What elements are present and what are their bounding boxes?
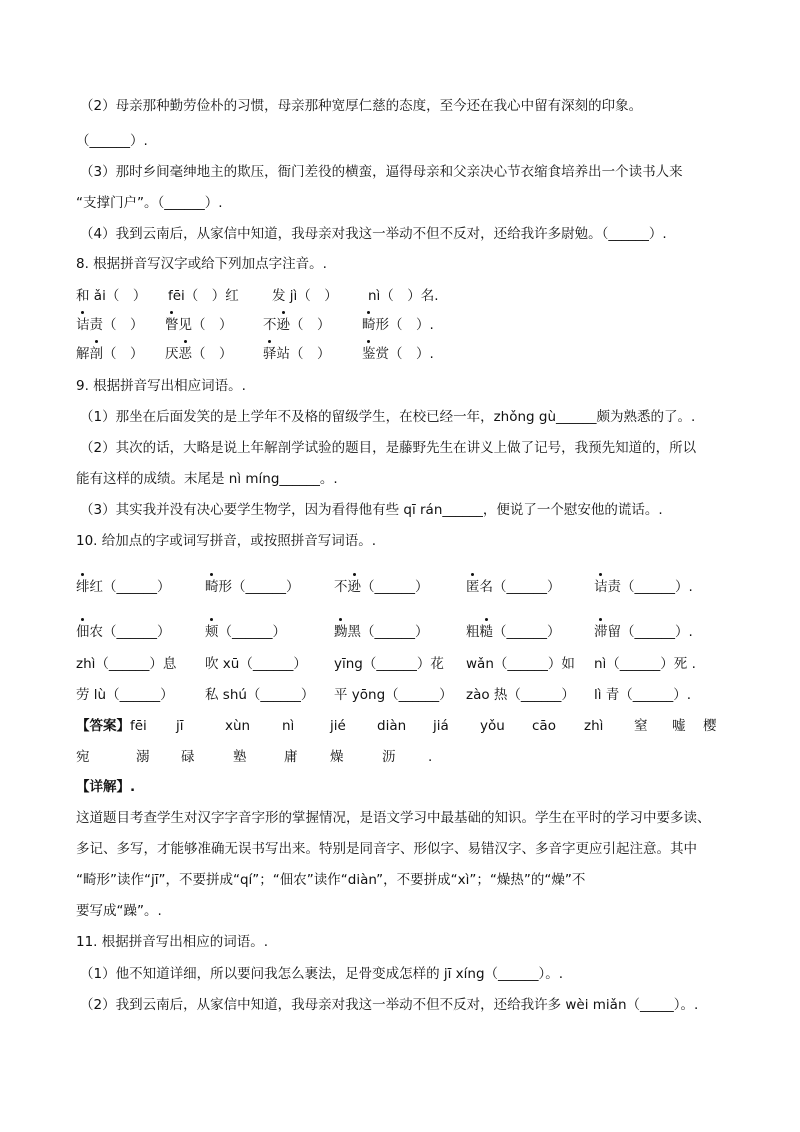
q7-item2: （2）母亲那种勤劳俭朴的习惯，母亲那种宽厚仁慈的态度，至今还在我心中留有深刻的印象。 [80,98,643,114]
q7-item3-cont: “支撑门户”。（______）. [76,195,223,211]
answer-item: nì [282,718,295,734]
answer-item: jié [330,718,346,734]
q10-title: 10. 给加点的字或词写拼音，或按照拼音写词语。. [76,533,377,549]
q8-r3-c4: 鉴赏（ ）. [362,346,434,362]
q8-r3-c1: 解剖（ ） [76,346,144,362]
q8-r2-c1: 诘责（ ） [76,317,144,333]
answer-item: cāo [532,718,556,734]
answer-item: 樱 [703,718,717,734]
q10-r2-c1: 佃农（______） [76,624,171,640]
q10-r4-c3: 平 yōng（______） [334,687,453,703]
q8-r3-c2: 厌恶（ ） [165,346,233,362]
answer-item: 燥 [330,749,344,765]
q7-item4: （4）我到云南后，从家信中知道，我母亲对我这一举动不但不反对，还给我许多尉勉。（______）. [80,226,667,242]
q11-title: 11. 根据拼音写出相应的词语。. [76,934,269,950]
q8-r2-c2: 瞥见（ ） [165,317,233,333]
q9-item1: （1）那坐在后面发笑的是上学年不及格的留级学生，在校已经一年，zhǒng gù______颇为熟悉的了。. [80,409,696,425]
q10-r1-c4: 匿名（______） [466,579,561,595]
answer-item: 窒 [634,718,648,734]
answer-item: jiá [433,718,449,734]
q10-r3-c2: 吹 xū（______） [205,656,307,672]
q8-r1-c3: 发 jì（ ） [272,288,338,304]
q10-r2-c2: 颊（______） [205,624,286,640]
q8-title: 8. 根据拼音写汉字或给下列加点字注音。. [76,256,327,272]
answer-item: zhì [584,718,604,734]
q10-r4-c1: 劳 lù（______） [76,687,174,703]
q11-item2: （2）我到云南后，从家信中知道，我母亲对我这一举动不但不反对，还给我许多 wèi miǎn（_____）。. [80,997,699,1013]
answer-item: diàn [377,718,407,734]
q11-item1: （1）他不知道详细，所以要问我怎么裹法，足骨变成怎样的 jī xíng（______）。. [80,966,564,982]
q7-item3: （3）那时乡间毫绅地主的欺压，衙门差役的横蛮，逼得母亲和父亲决心节衣缩食培养出一个读书人来 [80,164,683,180]
q10-r3-c3: yīng（______）花 [334,656,444,672]
q8-r1-c4: nì（ ）名. [368,288,439,304]
answer-item: 庸 [284,749,298,765]
q10-r4-c4: zào 热（______） [466,687,575,703]
q10-r1-c1: 绯红（______） [76,579,171,595]
q10-r3-c4: wǎn（______）如 [466,656,575,672]
answer-item: 塾 [233,749,247,765]
detail-text: 这道题目考查学生对汉字字音字形的掌握情况，是语文学习中最基础的知识。学生在平时的学习中要多读、 [76,810,711,826]
answer-item: fēi [130,718,147,734]
answer-item: 宛 [76,749,90,765]
q10-r4-c5: lì 青（______）. [594,687,692,703]
answer-item: yǒu [480,718,505,734]
q8-r2-c4: 畸形（ ）. [362,317,434,333]
q8-r1-c2: fēi（ ）红 [168,288,239,304]
detail-text: 多记、多写，才能够准确无误书写出来。特别是同音字、形似字、易错汉字、多音字更应引起注意。其中 [76,841,697,857]
q8-r1-c1: 和 ǎi（ ） [76,288,147,304]
answer-item: 沥 [382,749,396,765]
q10-r3-c1: zhì（______）息 [76,656,177,672]
q9-title: 9. 根据拼音写出相应词语。. [76,378,246,394]
q10-r1-c3: 不逊（______） [334,579,429,595]
answer-item: 嘘 [672,718,686,734]
q10-r1-c2: 畸形（______） [205,579,300,595]
detail-text: 要写成“躁”。. [76,903,162,919]
q10-r2-c5: 滞留（______）. [594,624,693,640]
answer-item: 碌 [181,749,195,765]
answer-item: xùn [225,718,251,734]
q10-r2-c3: 黝黑（______） [334,624,429,640]
q9-item2: （2）其次的话，大略是说上年解剖学试验的题目，是藤野先生在讲义上做了记号，我预先知道的，所以 [80,440,697,456]
detail-label: 【详解】. [76,779,136,795]
answer-label: 【答案】 [76,718,130,734]
q8-r3-c3: 驿站（ ） [263,346,331,362]
q7-item2-blank: （______）. [76,133,148,149]
q10-r2-c4: 粗糙（______） [466,624,561,640]
q9-item2-cont: 能有这样的成绩。末尾是 nì míng______。. [76,471,338,487]
q10-r1-c5: 诘责（______）. [594,579,693,595]
q10-r3-c5: nì（______）死 . [594,656,696,672]
q10-r4-c2: 私 shú（______） [205,687,315,703]
answer-item: . [428,749,433,765]
q8-r2-c3: 不逊（ ） [263,317,331,333]
answer-item: jī [176,718,184,734]
answer-item: 溺 [136,749,150,765]
q9-item3: （3）其实我并没有决心要学生物学，因为看得他有些 qī rán______，便说了一个慰安他的谎话。. [80,502,663,518]
detail-text: “畸形”读作“jī”，不要拼成“qí”；“佃农”读作“diàn”，不要拼成“xì”；“燥热”的“燥”不 [76,872,586,888]
